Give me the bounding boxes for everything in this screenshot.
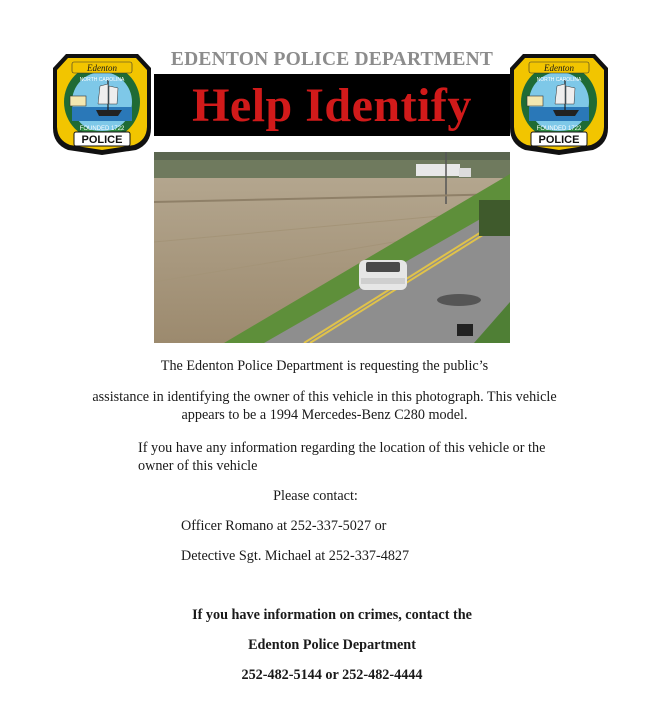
badge-founded-text: FOUNDED 1722 xyxy=(79,126,125,132)
banner-title: Help Identify xyxy=(192,79,472,132)
badge-police-text: POLICE xyxy=(81,134,123,146)
badge-town-text: Edenton xyxy=(87,63,117,73)
request-line-3: appears to be a 1994 Mercedes-Benz C280 model. xyxy=(181,407,468,423)
help-identify-banner xyxy=(154,74,510,136)
request-line-1: The Edenton Police Department is requesting the public’s xyxy=(160,358,489,374)
badge-founded-text: FOUNDED 1722 xyxy=(536,126,582,132)
badge-police-text: POLICE xyxy=(538,134,580,146)
vehicle-photo xyxy=(154,152,510,343)
info-line-2: owner of this vehicle xyxy=(138,458,258,474)
badge-state-text: NORTH CAROLINA xyxy=(79,77,125,83)
contact-officer: Officer Romano at 252-337-5027 or xyxy=(181,518,387,534)
contact-heading: Please contact: xyxy=(273,488,358,504)
footer-line-2: Edenton Police Department xyxy=(248,637,416,653)
department-heading: EDENTON POLICE DEPARTMENT xyxy=(170,49,494,70)
badge-state-text: NORTH CAROLINA xyxy=(536,77,582,83)
footer-line-1: If you have information on crimes, contact the xyxy=(192,607,472,623)
badge-town-text: Edenton xyxy=(544,63,574,73)
contact-detective: Detective Sgt. Michael at 252-337-4827 xyxy=(181,548,410,564)
footer-phone-numbers: 252-482-5144 or 252-482-4444 xyxy=(241,667,423,683)
request-line-2: assistance in identifying the owner of this vehicle in this photograph. This vehicle xyxy=(92,389,557,405)
info-line-1: If you have any information regarding the location of this vehicle or the xyxy=(138,440,546,456)
